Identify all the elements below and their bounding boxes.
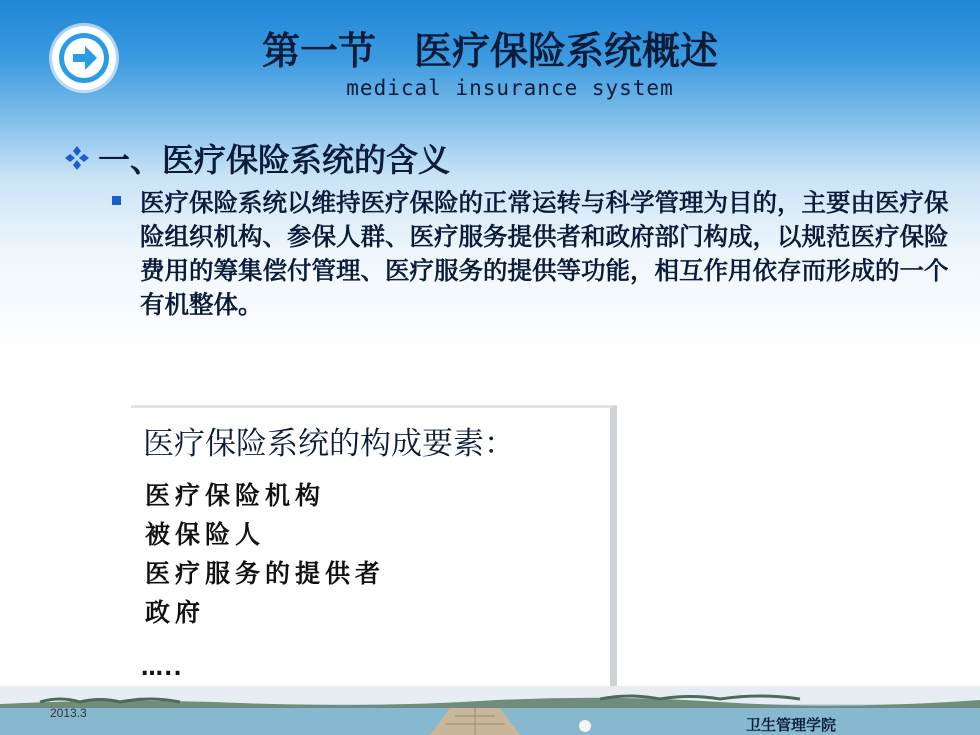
components-ellipsis: ….. [141, 656, 183, 681]
footer-organization: 卫生管理学院 [746, 716, 837, 734]
components-panel [131, 405, 617, 688]
list-item: 政府 [145, 598, 206, 627]
list-item: 医疗服务的提供者 [145, 559, 386, 588]
list-item: 被保险人 [145, 520, 266, 549]
definition-paragraph: 医疗保险系统以维持医疗保险的正常运转与科学管理为目的，主要由医疗保险组织机构、参保人群、医疗服务提供者和政府部门构成，以规范医疗保险费用的筹集偿付管理、医疗服务的提供等功能，相互作用依存而形成的一个有机整体。 [140, 188, 949, 319]
four-diamond-bullet-icon [62, 143, 92, 173]
square-bullet-icon [112, 196, 121, 205]
components-list [145, 476, 385, 632]
section-heading-text: 一、医疗保险系统的含义 [98, 141, 451, 179]
footer-date: 2013.3 [50, 706, 87, 720]
slide-title: 第一节 医疗保险系统概述 [261, 29, 718, 73]
section-heading [62, 135, 450, 181]
components-title: 医疗保险系统的构成要素： [143, 426, 515, 462]
slide-subtitle: medical insurance system [346, 76, 674, 100]
list-item: 医疗保险机构 [145, 481, 326, 510]
